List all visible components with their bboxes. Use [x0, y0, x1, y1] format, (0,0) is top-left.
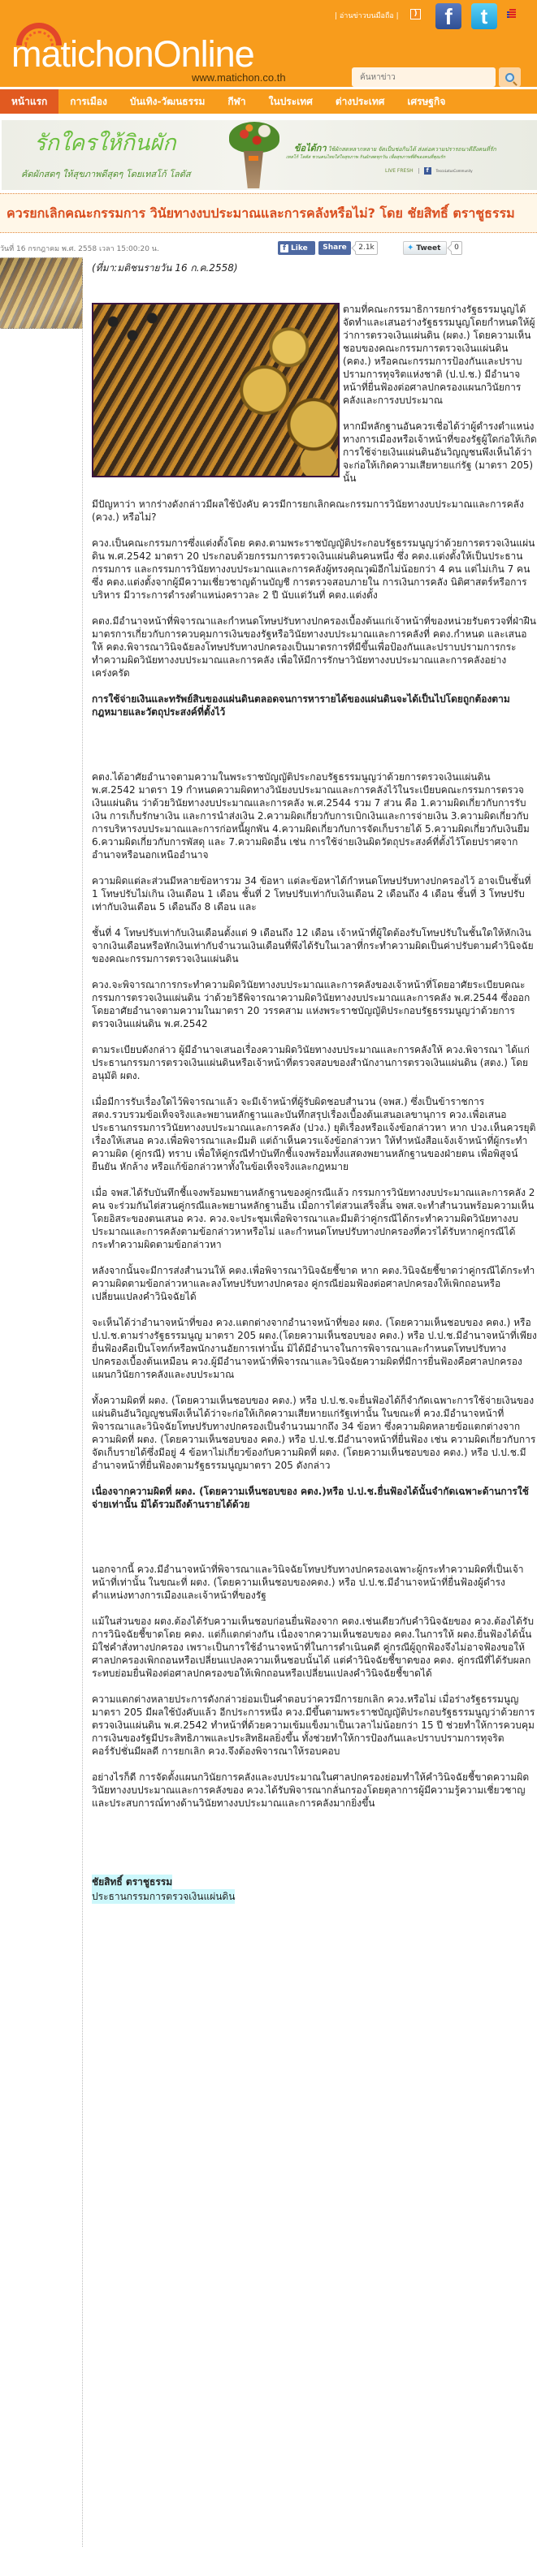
paragraph: เมื่อ จพส.ได้รับบันทึกชี้แจงพร้อมพยานหลักฐานของคู่กรณีแล้ว กรรมการวินัยทางงบประมาณและการคลัง 2 คน จะร่วมกันไต่สวนคู่กรณีและพยานหลักฐานอื่น เมื่อการไต่สวนเสร็จสิ้น จพส.จะทำสำนวนพร้อมความเห็นโดยอิสระของตนเสนอ ควง. ควง.จะประชุมเพื่อพิจารณาและมีมติว่าคู่กรณีได้กระทำความผิดวินัยทางงบประมาณและการคลังตามข้อกล่าวหาหรือไม่ และกำหนดโทษปรับทางปกครองที่ควรได้รับหากคู่กรณีได้กระทำความผิดตามข้อกล่าวหา: [92, 1187, 535, 1250]
nav-item-home[interactable]: หน้าแรก: [0, 89, 58, 114]
advert-banner[interactable]: [2, 120, 537, 190]
banner-logos: [385, 167, 473, 175]
article-title: ควรยกเลิกคณะกรรมการ วินัยทางงบประมาณและการคลังหรือไม่? โดย ชัยสิทธิ์ ตราชูธรรม: [6, 205, 515, 221]
paragraph: ตามระเบียบดังกล่าว ผู้มีอำนาจเสนอเรื่องความผิดวินัยทางงบประมาณและการคลังให้ ควง.พิจารณา ได้แก่ ประธานกรรมการตรวจเงินแผ่นดินหรือเจ้าหน้าที่ตรวจสอบของสำนักงานการตรวจเงินแผ่นดิน (สตง.) โดยอนุมัติ ผตง.: [92, 1044, 530, 1081]
bold-paragraph: เนื่องจากความผิดที่ ผตง. (โดยความเห็นชอบของ คตง.)หรือ ป.ป.ช.ยื่นฟ้องได้นั้นจำกัดเฉพาะด้านการใช้จ่ายเท่านั้น มิได้รวมถึงด้านรายได้ด้วย: [92, 1486, 529, 1510]
site-header: [0, 0, 537, 87]
logo-word-nline: nline: [180, 33, 254, 75]
article-title-box: [0, 193, 537, 233]
nav-item-foreign[interactable]: ต่างประเทศ: [335, 95, 385, 107]
bold-paragraph: การใช้จ่ายเงินและทรัพย์สินของแผ่นดินตลอดจนการหารายได้ของแผ่นดินจะได้เป็นไปโดยถูกต้องตามกฎหมายและวัตถุประสงค์ที่ตั้งไว้: [92, 693, 510, 718]
author-name: ชัยสิทธิ์ ตราชูธรรม: [92, 1876, 173, 1888]
search-button[interactable]: [499, 67, 521, 87]
share-count: 2.1k: [355, 241, 378, 255]
parliament-coins-image: [92, 303, 340, 477]
facebook-like-button[interactable]: [278, 241, 315, 255]
mobile-news-link[interactable]: | อ่านข่าวบนมือถือ |: [335, 12, 399, 20]
banner-line-2: เทสโก้ โลตัส ชวนคนไทยใส่ใจสุขภาพ กินผักสดทุกวัน เพื่อสุขภาพที่ดีของคนที่คุณรัก: [286, 155, 446, 160]
paragraph: ตามที่คณะกรรมาธิการยกร่างรัฐธรรมนูญได้จัดทำและเสนอร่างรัฐธรรมนูญโดยกำหนดให้ผู้ว่าการตรวจเงินแผ่นดิน (ผตง.) โดยความเห็นชอบของคณะกรรมการตรวจเงินแผ่นดิน (คตง.) หรือคณะกรรมการป้องกันและปราบปรามการทุจริตแห่งชาติ (ป.ป.ช.) มีอำนาจหน้าที่ยื่นฟ้องต่อศาลปกครองแผนกวินัยการคลังและการงบประมาณ: [343, 304, 535, 406]
paragraph: เมื่อมีการรับเรื่องใดไว้พิจารณาแล้ว จะมีเจ้าหน้าที่ผู้รับผิดชอบสำนวน (จพส.) ซึ่งเป็นข้าราชการ สตง.รวบรวมข้อเท็จจริงและพยานหลักฐานและบันทึกสรุปเรื่องเบื้องต้นเสนอเลขานุการ ควง.เพื่อเสนอประธานกรรมการวินัยทางงบประมาณและการคลัง (ปวง.) ยุติเรื่องหรือแจ้งข้อกล่าวหา หาก ปวง.เห็นควรยุติเรื่องให้เสนอ ควง.เพื่อพิจารณาและมีมติ แต่ถ้าเห็นควรแจ้งข้อกล่าวหา ให้ทำหนังสือแจ้งเจ้าหน้าที่ผู้กระทำความผิด (คู่กรณี) ทราบ เพื่อให้คู่กรณีทำบันทึกชี้แจงพร้อมทั้งแสดงพยานหลักฐานของฝ่ายตน เพื่อพิสูจน์ยืนยัน หักล้าง หรือแก้ข้อกล่าวหาทั้งในข้อเท็จจริงและกฎหมาย: [92, 1096, 536, 1172]
site-logo[interactable]: [11, 33, 254, 75]
article-meta: [0, 233, 537, 257]
paragraph: ความแตกต่างหลายประการดังกล่าวย่อมเป็นคำตอบว่าควรมีการยกเลิก ควง.หรือไม่ เมื่อร่างรัฐธรรมนูญมาตรา 205 มีผลใช้บังคับแล้ว อีกประการหนึ่ง ควง.มีขึ้นตามพระราชบัญญัติประกอบรัฐธรรมนูญว่าด้วยการตรวจเงินแผ่นดิน พ.ศ.2542 ทำหน้าที่ด้วยความเข้มแข็งมาเป็นเวลาไม่น้อยกว่า 15 ปี ช่วยทำให้การควบคุมการเงินของรัฐมีประสิทธิภาพและประสิทธิผลยิ่งขึ้น ทั้งช่วยทำให้การป้องกันและปราบปรามการทุจริตคอร์รัปชั่นมีผลดี การยกเลิก ควง.จึงต้องพิจารณาให้รอบคอบ: [92, 1694, 535, 1757]
live-fresh-logo: LIVE FRESH: [385, 168, 419, 174]
paragraph: ควง.เป็นคณะกรรมการซึ่งแต่งตั้งโดย คตง.ตามพระราชบัญญัติประกอบรัฐธรรมนูญว่าด้วยการตรวจเงินแผ่นดิน พ.ศ.2542 มาตรา 20 ประกอบด้วยกรรมการตรวจเงินแผ่นดินคนหนึ่ง ซึ่ง คตง.แต่งตั้งให้เป็นประธานกรรมการ และกรรมการวินัยทางงบประมาณและการคลังผู้ทรงคุณวุฒิอีกไม่น้อยกว่า 4 คน แต่ไม่เกิน 7 คน ซึ่ง คตง.แต่งตั้งจากผู้มีความเชี่ยวชาญด้านบัญชี การตรวจสอบภายใน การเงินการคลัง นิติศาสตร์หรือการบริหาร มีวาระการดำรงตำแหน่งคราวละ 2 ปี นับแต่วันที่ คตง.แต่งตั้ง: [92, 537, 535, 601]
article-source: (ที่มา:มติชนรายวัน 16 ก.ค.2558): [92, 262, 238, 274]
paragraph: ควง.จะพิจารณาการกระทำความผิดวินัยทางงบประมาณและการคลังของเจ้าหน้าที่โดยอาศัยระเบียบคณะกรรมการตรวจเงินแผ่นดิน ว่าด้วยวิธีพิจารณาความผิดวินัยทางงบประมาณและการคลัง พ.ศ.2544 ซึ่งออกโดยอาศัยอำนาจตามความในมาตรา 20 วรรคสาม แห่งพระราชบัญญัติประกอบรัฐธรรมนูญว่าด้วยการตรวจเงินแผ่นดิน พ.ศ.2542: [92, 979, 531, 1029]
paragraph: คตง.มีอำนาจหน้าที่พิจารณาและกำหนดโทษปรับทางปกครองเบื้องต้นแก่เจ้าหน้าที่ของหน่วยรับตรวจที่ฝ่าฝืนมาตรการเกี่ยวกับการควบคุมการเงินของรัฐหรือวินัยทางงบประมาณและการคลังที่ คตง.กำหนด และเสนอให้ คตง.พิจารณาวินิจฉัยลงโทษปรับทางปกครองเป็นมาตรการที่มีขึ้นเพื่อป้องกันและปราบปรามการกระทำความผิดวินัยทางงบประมาณและการคลัง เพื่อให้มีการรักษาวินัยทางงบประมาณและการคลังอย่างเคร่งครัด: [92, 615, 536, 679]
twitter-icon[interactable]: t: [471, 3, 497, 29]
like-label: Like: [291, 244, 308, 252]
logo-word-matichon: matichon: [11, 33, 154, 75]
left-column: [0, 257, 83, 2547]
nav-item-domestic[interactable]: ในประเทศ: [268, 95, 313, 107]
vegetable-bouquet-image: [226, 122, 283, 188]
facebook-share-button[interactable]: Share: [318, 241, 351, 255]
logo-url: www.matichon.co.th: [192, 71, 286, 84]
paragraph: มีปัญหาว่า หากร่างดังกล่าวมีผลใช้บังคับ ควรมีการยกเลิกคณะกรรมการวินัยทางงบประมาณและการคลัง (ควง.) หรือไม่?: [92, 498, 524, 523]
author-role: ประธานกรรมการตรวจเงินแผ่นดิน: [92, 1891, 236, 1902]
article-thumbnail[interactable]: [0, 257, 83, 329]
publish-date: วันที่ 16 กรกฎาคม พ.ศ. 2558 เวลา 15:00:20 น.: [0, 245, 159, 253]
paragraph: นอกจากนี้ ควง.มีอำนาจหน้าที่พิจารณาและวินิจฉัยโทษปรับทางปกครองเฉพาะผู้กระทำความผิดที่เป็นเจ้าหน้าที่เท่านั้น ในขณะที่ ผตง. (โดยความเห็นชอบของคตง.) หรือ ป.ป.ช.มีอำนาจหน้าที่ยื่นฟ้องผู้ดำรงตำแหน่งทางการเมืองและเจ้าหน้าที่ของรัฐ: [92, 1564, 524, 1601]
banner-line-1: ข้อได้กา ใช้ผักสดหลากหลาย จัดเป็นช่อกินได้ ส่งต่อความปรารถนาดีถึงคนที่รัก: [294, 143, 496, 153]
paragraph: อย่างไรก็ดี การจัดตั้งแผนกวินัยการคลังและงบประมาณในศาลปกครองย่อมทำให้คำวินิจฉัยชี้ขาดความผิดวินัยทางงบประมาณและการคลังของ ควง.ได้รับพิจารณากลั่นกรองโดยตุลาการผู้มีความรู้ความเชี่ยวชาญและประสบการณ์ทางด้านวินัยทางงบประมาณและการคลังมากยิ่งขึ้น: [92, 1771, 530, 1809]
paragraph: ความผิดแต่ละส่วนมีหลายข้อหารวม 34 ข้อหา แต่ละข้อหาได้กำหนดโทษปรับทางปกครองไว้ อาจเป็นชั้นที่ 1 โทษปรับไม่เกิน เงินเดือน 1 เดือน ชั้นที่ 2 โทษปรับเท่ากับเงินเดือน 2 เดือนถึง 4 เดือน ชั้นที่ 3 โทษปรับเท่ากับเงินเดือน 5 เดือนถึง 8 เดือน และ: [92, 875, 531, 913]
author-signature: [92, 1875, 537, 1904]
banner-fb-page: TescoLotusCommunity: [435, 169, 473, 173]
tweet-count: 0: [451, 241, 462, 255]
paragraph: จะเห็นได้ว่าอำนาจหน้าที่ของ ควง.แตกต่างจากอำนาจหน้าที่ของ ผตง. (โดยความเห็นชอบของ คตง.) หรือ ป.ป.ช.ตามร่างรัฐธรรมนูญ มาตรา 205 ผตง.(โดยความเห็นชอบของ คตง.) หรือ ป.ป.ช.มีอำนาจหน้าที่เพียงยื่นฟ้องคือเป็นโจทก์หรือพนักงานอัยการเท่านั้น มิได้มีอำนาจในการพิจารณาและกำหนดโทษปรับทางปกครองเบื้องต้นเหมือน ควง.ผู้มีอำนาจหน้าที่พิจารณาและวินิจฉัยความผิดที่มีการยื่นฟ้องคือศาลปกครองแผนกวินัยการคลังและงบประมาณ: [92, 1317, 537, 1380]
main-nav: [0, 89, 537, 114]
tweet-button[interactable]: [403, 241, 447, 255]
paragraph: หากมีหลักฐานอันควรเชื่อได้ว่าผู้ดำรงตำแหน่งทางการเมืองหรือเจ้าหน้าที่ของรัฐผู้ใดก่อให้เกิดการใช้จ่ายเงินแผ่นดินอันวิญญูชนพึงเห็นได้ว่าจะก่อให้เกิดความเสียหายแก่รัฐ (มาตรา 205) นั้น: [343, 421, 537, 484]
facebook-small-icon: f: [424, 167, 431, 175]
nav-item-sports[interactable]: กีฬา: [227, 95, 246, 107]
facebook-f-icon: f: [280, 244, 288, 252]
article-content: [0, 257, 537, 2547]
paragraph: ชั้นที่ 4 โทษปรับเท่ากับเงินเดือนตั้งแต่ 9 เดือนถึง 12 เดือน เจ้าหน้าที่ผู้ใดต้องรับโทษปรับในชั้นใดให้หักเงินจากเงินเดือนหรือหักเงินเท่ากับจำนวนเงินเดือนที่พึงได้รับในเวลาที่กระทำความผิดเป็นค่าปรับตามคำวินิจฉัยของคณะกรรมการตรวจเงินแผ่นดิน: [92, 927, 534, 964]
banner-subtitle: คัดผักสดๆ ให้สุขภาพดีสุดๆ โดยเทสโก้ โลตัส: [21, 169, 191, 179]
article-body-column: [83, 257, 537, 2547]
twitter-bird-icon: ✦: [407, 244, 414, 252]
article-body: [92, 303, 537, 1904]
paragraph: แม้ในส่วนของ ผตง.ต้องได้รับความเห็นชอบก่อนยื่นฟ้องจาก คตง.เช่นเดียวกับคำวินิจฉัยของ ควง.ต้องได้รับการวินิจฉัยชี้ขาดโดย คตง. แต่ก็แตกต่างกัน เนื่องจากความเห็นชอบของ คตง.ในการให้ ผตง.ยื่นฟ้องได้นั้นมิใช่คำสั่งทางปกครอง เพราะเป็นการใช้อำนาจหน้าที่ในการดำเนินคดี คู่กรณีผู้ถูกฟ้องจึงไม่อาจฟ้องขอให้ศาลปกครองเพิกถอนหรือเปลี่ยนแปลงความเห็นชอบนั้นได้ แต่คำวินิจฉัยชี้ขาดของ คตง. คู่กรณีที่ได้รับผลกระทบย่อมยื่นฟ้องต่อศาลปกครองขอให้เพิกถอนหรือเปลี่ยนแปลงคำวินิจฉัยชี้ขาดได้: [92, 1616, 534, 1679]
magnifier-icon: [505, 73, 514, 82]
stats-bars-icon[interactable]: [509, 9, 516, 19]
nav-item-entertainment[interactable]: บันเทิง-วัฒนธรรม: [129, 95, 206, 107]
nav-item-politics[interactable]: การเมือง: [70, 95, 107, 107]
rss-icon[interactable]: ): [410, 9, 421, 19]
paragraph: ทั้งความผิดที่ ผตง. (โดยความเห็นชอบของ คตง.) หรือ ป.ป.ช.จะยื่นฟ้องได้ก็จำกัดเฉพาะการใช้จ่ายเงินของแผ่นดินอันวิญญูชนพึงเห็นได้ว่าจะก่อให้เกิดความเสียหายแก่รัฐเท่านั้น ในขณะที่ ควง.มีอำนาจหน้าที่พิจารณาและวินิจฉัยโทษปรับทางปกครองเป็นจำนวนมากถึง 34 ข้อหา ซึ่งความผิดหลายข้อแตกต่างจากความผิดที่ ผตง. (โดยความเห็นชอบของ คตง.) หรือ ป.ป.ช.มีอำนาจหน้าที่ยื่นฟ้อง เช่น ความผิดเกี่ยวกับการจัดเก็บรายได้ซึ่งมีอยู่ 4 ข้อหาไม่เกี่ยวข้องกับความผิดที่ ผตง. (โดยความเห็นชอบของ คตง.) หรือ ป.ป.ช.มีอำนาจหน้าที่ยื่นฟ้องตามรัฐธรรมนูญมาตรา 205 ดังกล่าว: [92, 1395, 536, 1471]
paragraph: หลังจากนั้นจะมีการส่งสำนวนให้ คตง.เพื่อพิจารณาวินิจฉัยชี้ขาด หาก คตง.วินิจฉัยชี้ขาดว่าคู่กรณีได้กระทำความผิดตามข้อกล่าวหาและลงโทษปรับทางปกครอง คู่กรณีย่อมฟ้องต่อศาลปกครองให้เพิกถอนหรือเปลี่ยนแปลงคำวินิจฉัยได้: [92, 1265, 535, 1302]
facebook-icon[interactable]: f: [435, 3, 461, 29]
nav-item-economy[interactable]: เศรษฐกิจ: [407, 95, 446, 107]
search-input[interactable]: [352, 67, 496, 87]
tweet-label: Tweet: [416, 244, 441, 252]
paragraph: คตง.ได้อาศัยอำนาจตามความในพระราชบัญญัติประกอบรัฐธรรมนูญว่าด้วยการตรวจเงินแผ่นดิน พ.ศ.2542 มาตรา 19 กำหนดความผิดทางวินัยงบประมาณและการคลังไว้ในระเบียบคณะกรรมการตรวจเงินแผ่นดิน ว่าด้วยวินัยทางงบประมาณและการคลัง พ.ศ.2544 รวม 7 ส่วน คือ 1.ความผิดเกี่ยวกับการรับเงิน การเก็บรักษาเงิน และการนำส่งเงิน 2.ความผิดเกี่ยวกับการเบิกเงินและการจ่ายเงิน 3.ความผิดเกี่ยวกับการบริหารงบประมาณและการก่อหนี้ผูกพัน 4.ความผิดเกี่ยวกับการจัดเก็บรายได้ 5.ความผิดเกี่ยวกับเงินยืม 6.ความผิดเกี่ยวกับการพัสดุ และ 7.ความผิดอื่น เช่น การใช้จ่ายเงินผิดวัตถุประสงค์ที่ตั้งไว้โดยปราศจากอำนาจหรือนอกเหนืออำนาจ: [92, 771, 530, 861]
logo-letter-o: O: [153, 33, 181, 75]
banner-title: รักใครให้กินผัก: [34, 131, 176, 156]
